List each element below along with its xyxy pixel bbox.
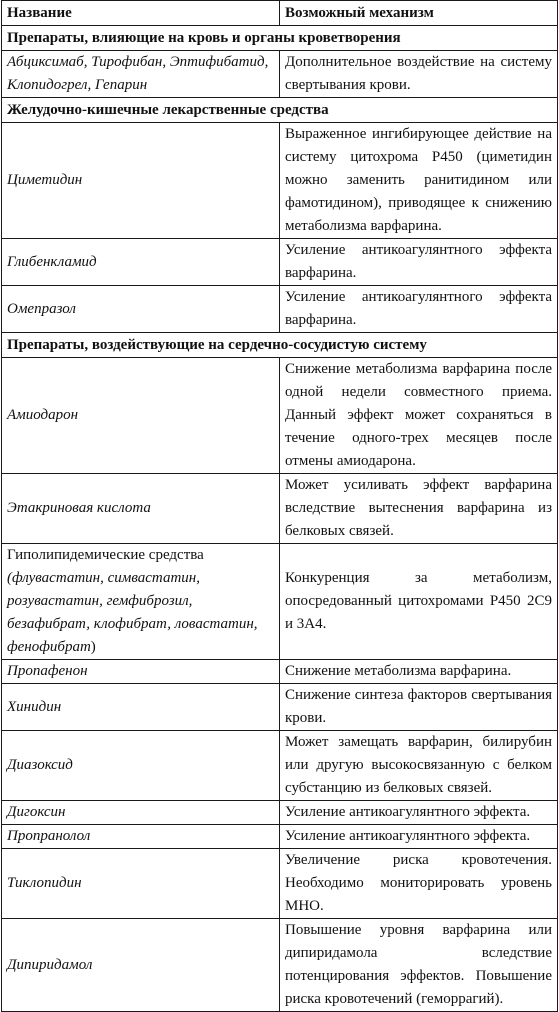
- table-row: [2, 825, 558, 849]
- table-row: [2, 123, 558, 239]
- header-name-cell: Название: [2, 1, 280, 26]
- drug-name: Абциксимаб, Тирофибан, Эптифибатид, Клопидогрел, Гепарин: [2, 51, 280, 98]
- drug-name: Омепразол: [2, 286, 280, 333]
- table-row: [2, 474, 558, 544]
- drug-name: Пропранолол: [2, 825, 280, 849]
- section-header-row: [2, 26, 558, 51]
- table-row: [2, 731, 558, 801]
- table-row: [2, 849, 558, 919]
- table-row: [2, 544, 558, 660]
- drug-name: Дигоксин: [2, 801, 280, 825]
- table-row: [2, 684, 558, 731]
- drug-name: Этакриновая кислота: [2, 474, 280, 544]
- drug-group-closing: ): [90, 639, 96, 655]
- drug-group-members: (флувастатин, симвастатин, розувастатин, гемфиброзил, безафибрат, клофибрат, ловастатин, фенофибрат: [7, 570, 258, 655]
- table-row: [2, 286, 558, 333]
- drug-mechanism: Усиление антикоагулянтного эффекта варфарина.: [280, 286, 558, 333]
- drug-interaction-table: [1, 0, 558, 1012]
- drug-mechanism: Усиление антикоагулянтного эффекта.: [280, 825, 558, 849]
- drug-name: Хинидин: [2, 684, 280, 731]
- drug-mechanism: Выраженное ингибирующее действие на систему цитохрома Р450 (циметидин можно заменить ранитидином или фамотидином), приводящее к снижению метаболизма варфарина.: [280, 123, 558, 239]
- drug-mechanism: Усиление антикоагулянтного эффекта.: [280, 801, 558, 825]
- drug-name: Дипиридамол: [2, 919, 280, 1012]
- drug-group-name: Гиполипидемические средства: [7, 547, 204, 563]
- drug-mechanism: Снижение синтеза факторов свертывания крови.: [280, 684, 558, 731]
- drug-mechanism: Может усиливать эффект варфарина вследствие вытеснения варфарина из белковых связей.: [280, 474, 558, 544]
- drug-name: Тиклопидин: [2, 849, 280, 919]
- table-header-row: [2, 1, 558, 26]
- drug-mechanism: Конкуренция за метаболизм, опосредованный цитохромами Р450 2С9 и 3А4.: [280, 544, 558, 660]
- table-row: [2, 239, 558, 286]
- table-row: [2, 801, 558, 825]
- section-title: Желудочно-кишечные лекарственные средства: [2, 98, 558, 123]
- drug-mechanism: Снижение метаболизма варфарина.: [280, 660, 558, 684]
- drug-name: Диазоксид: [2, 731, 280, 801]
- drug-mechanism: Увеличение риска кровотечения. Необходимо мониторировать уровень МНО.: [280, 849, 558, 919]
- drug-mechanism: Может замещать варфарин, билирубин или другую высокосвязанную с белком субстанцию из белковых связей.: [280, 731, 558, 801]
- table-row: [2, 358, 558, 474]
- drug-name: Амиодарон: [2, 358, 280, 474]
- table-row: [2, 660, 558, 684]
- drug-mechanism: Снижение метаболизма варфарина после одной недели совместного приема. Данный эффект может сохраняться в течение одного-трех месяцев после отмены амиодарона.: [280, 358, 558, 474]
- section-title: Препараты, влияющие на кровь и органы кроветворения: [2, 26, 558, 51]
- drug-mechanism: Дополнительное воздействие на систему свертывания крови.: [280, 51, 558, 98]
- drug-name: Глибенкламид: [2, 239, 280, 286]
- section-header-row: [2, 333, 558, 358]
- table-row: [2, 51, 558, 98]
- drug-name: Пропафенон: [2, 660, 280, 684]
- section-title: Препараты, воздействующие на сердечно-сосудистую систему: [2, 333, 558, 358]
- drug-mechanism: Повышение уровня варфарина или дипиридамола вследствие потенцирования эффектов. Повышение риска кровотечений (геморрагий).: [280, 919, 558, 1012]
- header-mechanism-cell: Возможный механизм: [280, 1, 558, 26]
- drug-mechanism: Усиление антикоагулянтного эффекта варфарина.: [280, 239, 558, 286]
- drug-name: Циметидин: [2, 123, 280, 239]
- section-header-row: [2, 98, 558, 123]
- table-row: [2, 919, 558, 1012]
- drug-name: [2, 544, 280, 660]
